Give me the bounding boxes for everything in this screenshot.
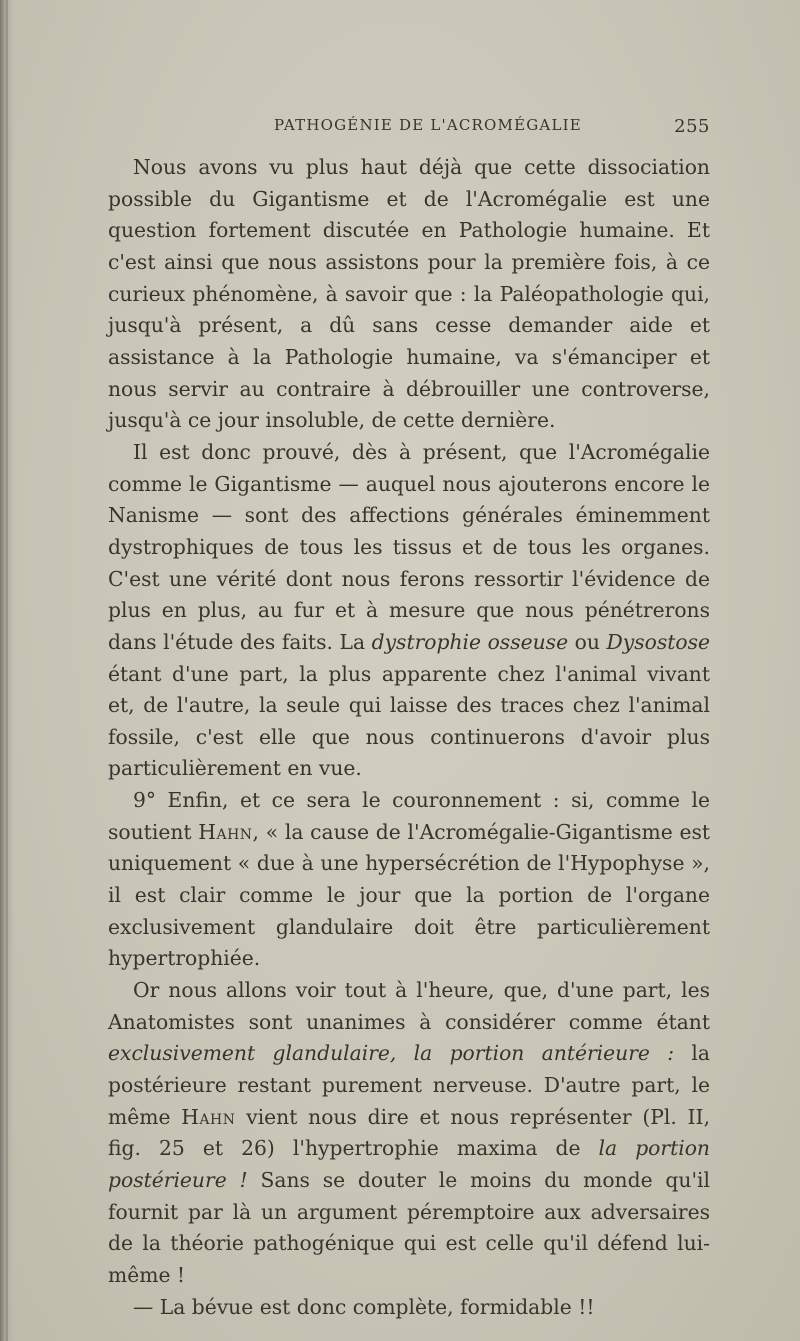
- paragraph-2-italic-dysostose: Dysostose: [606, 629, 711, 654]
- paragraph-4-text-c: vient nous dire et nous représenter (Pl. II, fig. 25 et 26) l'hypertrophie maxima de: [108, 1104, 711, 1161]
- author-name-hahn: Hahn: [198, 819, 253, 844]
- paragraph-4-italic-glandulaire: exclusivement glandulaire, la portion antérieure :: [108, 1041, 675, 1066]
- page-number: 255: [674, 116, 710, 137]
- paragraph-3: [108, 785, 710, 975]
- paragraph-3-text-b: , « la cause de l'Acromégalie-Gigantisme est uniquement « due à une hypersécrétion de l'Hypophyse », il est clair comme le jour que la portion de l'organe exclusivement glandulaire doit être particulièrement hypertrophiée.: [108, 819, 711, 971]
- paragraph-2: [108, 437, 710, 785]
- author-name-hahn-2: Hahn: [181, 1104, 236, 1129]
- paragraph-5: — La bévue est donc complète, formidable !!: [133, 1294, 595, 1319]
- paragraph-4-text-d: Sans se douter le moins du monde qu'il fournit par là un argument péremptoire aux adversaires de la théorie pathogénique qui est celle qu'il défend lui-même !: [108, 1168, 710, 1287]
- paragraph-2-text-a: Il est donc prouvé, dès à présent, que l'Acromégalie comme le Gigantisme — auquel nous ajouterons encore le Nanisme — sont des affections générales éminemment dystrophiques de tous les tissus et de tous les organes. C'est une vérité dont nous ferons ressortir l'évidence de plus en plus, au fur et à mesure que nous pénétrerons dans l'étude des faits. La: [108, 439, 710, 654]
- binding-edge-line: [6, 0, 8, 1341]
- paragraph-4-text-a: Or nous allons voir tout à l'heure, que, d'une part, les Anatomistes sont unanimes à considérer comme étant: [108, 978, 710, 1034]
- paragraph-4-text-b: la postérieure restant purement nerveuse. D'autre part, le même: [108, 1041, 710, 1129]
- paragraph-4: [108, 975, 710, 1292]
- running-header: [108, 116, 710, 142]
- paragraph-3-text-a: 9° Enfin, et ce sera le couronnement : si, comme le soutient: [108, 788, 710, 844]
- paragraph-4-italic-posterieure: la portion postérieure !: [108, 1136, 710, 1192]
- paragraph-1: Nous avons vu plus haut déjà que cette dissociation possible du Gigantisme et de l'Acromégalie est une question fortement discutée en Pathologie humaine. Et c'est ainsi que nous assistons pour la première fois, à ce curieux phénomène, à savoir que : la Paléopathologie qui, jusqu'à présent, a dû sans cesse demander aide et assistance à la Pathologie humaine, va s'émanciper et nous servir au contraire à débrouiller une controverse, jusqu'à ce jour insoluble, de cette dernière.: [108, 155, 710, 433]
- paragraph-2-italic-dystrophie: dystrophie osseuse: [371, 629, 569, 654]
- paragraph-2-text-c: étant d'une part, la plus apparente chez l'animal vivant et, de l'autre, la seule qui laisse des traces chez l'animal fossile, c'est elle que nous continuerons d'avoir plus particulièrement en vue.: [108, 661, 710, 781]
- paragraph-2-text-b: ou: [574, 629, 600, 654]
- body-text: [108, 152, 710, 1323]
- running-header-title: PATHOGÉNIE DE L'ACROMÉGALIE: [274, 116, 582, 134]
